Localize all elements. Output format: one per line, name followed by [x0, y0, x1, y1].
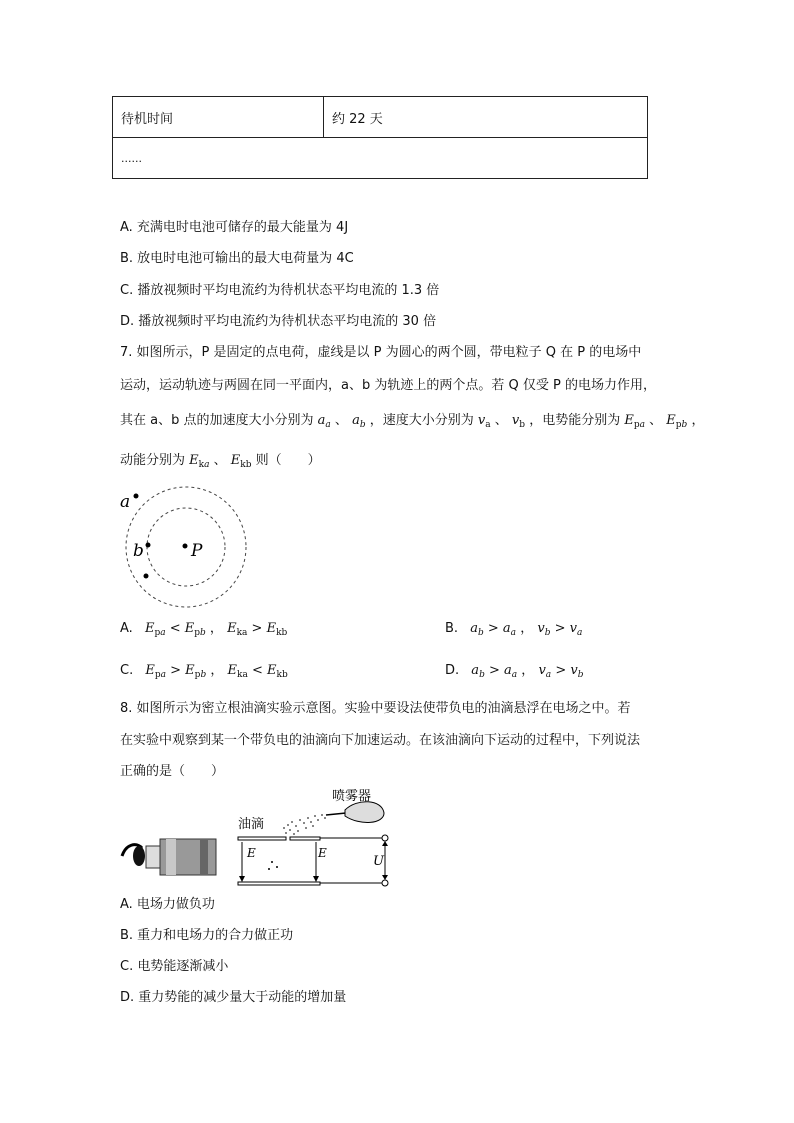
- q8-line-2: 在实验中观察到某一个带负电的油滴向下加速运动。在该油滴向下运动的过程中，下列说法: [120, 733, 641, 748]
- q7-option-d: D. $a_b > a_a$ ， $v_a > v_b$: [445, 663, 584, 680]
- q8-line-1: 8. 如图所示为密立根油滴实验示意图。实验中要设法使带负电的油滴悬浮在电场之中。若: [120, 701, 631, 716]
- label-p: P: [191, 541, 203, 561]
- q7-line-4-text-a: 动能分别为: [120, 453, 186, 468]
- table-cell: 待机时间: [113, 97, 324, 138]
- point-a-dot: [134, 494, 139, 499]
- terminal-top: [382, 835, 388, 841]
- q7-line-3-text-a: 其在 a、b 点的加速度大小分别为: [120, 413, 314, 428]
- microscope-eyepiece: [146, 846, 160, 868]
- option-letter: A.: [120, 621, 133, 636]
- q8-line-3: 正确的是（ ）: [120, 764, 225, 779]
- voltage-label: U: [373, 854, 384, 869]
- q7-circle-figure: [112, 484, 257, 609]
- q6-option-d: D. 播放视频时平均电流约为待机状态平均电流的 30 倍: [120, 314, 437, 329]
- top-plate-right: [290, 837, 320, 840]
- millikan-figure: [112, 786, 402, 890]
- sprayer-bulb: [345, 802, 384, 823]
- eye-pupil: [133, 846, 145, 866]
- q8-option-a: A. 电场力做负功: [120, 897, 215, 912]
- q8-option-c: C. 电势能逐渐减小: [120, 959, 229, 974]
- sprayer-label: 喷雾器: [332, 789, 372, 804]
- q7-line-4-text-b: 则（ ）: [255, 453, 321, 468]
- q8-option-d: D. 重力势能的减少量大于动能的增加量: [120, 990, 347, 1005]
- spray-particles: [283, 814, 326, 835]
- option-letter: C.: [120, 663, 134, 678]
- q7-line-3-text-b: ，速度大小分别为: [369, 413, 474, 428]
- math-expr: $v_a$: [477, 413, 491, 430]
- q7-line-4: 动能分别为 $E_{ka}$ 、 $E_{kb}$ 则（ ）: [120, 453, 321, 470]
- bottom-plate: [238, 882, 320, 885]
- math-expr: $E_{ka}$: [189, 453, 210, 470]
- table-row: [113, 138, 648, 179]
- table-cell: ......: [113, 138, 648, 179]
- label-a: a: [120, 492, 131, 512]
- math-expr: $a_a$: [317, 413, 331, 430]
- math-expr: $a_b$: [352, 413, 366, 430]
- q6-option-b: B. 放电时电池可输出的最大电荷量为 4C: [120, 251, 354, 266]
- q7-line-2: 运动，运动轨迹与两圆在同一平面内，a、b 为轨迹上的两个点。若 Q 仅受 P 的电场力作用，: [120, 378, 656, 393]
- option-letter: B.: [445, 621, 459, 636]
- q6-option-c: C. 播放视频时平均电流约为待机状态平均电流的 1.3 倍: [120, 283, 440, 298]
- q7-line-3: 其在 a、b 点的加速度大小分别为 $a_a$ 、 $a_b$ ，速度大小分别为 $v_a$ 、 $v_b$ ，电势能分别为 $E_{pa}$ 、 $E_{pb}$ ，: [120, 413, 705, 430]
- q7-option-a: A. $E_{pa} < E_{pb}$ ， $E_{ka} > E_{kb}$: [120, 621, 288, 638]
- sprayer-nozzle: [326, 813, 346, 815]
- q7-option-c: C. $E_{pa} > E_{pb}$ ， $E_{ka} < E_{kb}$: [120, 663, 288, 680]
- point-b-dot: [146, 543, 151, 548]
- math-expr: $E_{kb}$: [230, 453, 252, 470]
- oil-drop-label: 油滴: [238, 817, 265, 832]
- q7-option-b: B. $a_b > a_a$ ， $v_b > v_a$: [445, 621, 583, 638]
- table-row: [113, 97, 648, 138]
- q8-option-b: B. 重力和电场力的合力做正功: [120, 928, 294, 943]
- terminal-bottom: [382, 880, 388, 886]
- table-cell: 约 22 天: [324, 97, 648, 138]
- math-expr: $v_b$: [511, 413, 526, 430]
- spec-table: [112, 96, 648, 179]
- q7-line-1: 7. 如图所示，P 是固定的点电荷，虚线是以 P 为圆心的两个圆，带电粒子 Q 在 P 的电场中: [120, 345, 642, 360]
- point-p-dot: [183, 544, 188, 549]
- option-letter: D.: [445, 663, 460, 678]
- trajectory-dot: [144, 574, 149, 579]
- top-plate-left: [238, 837, 286, 840]
- q7-line-3-text-c: ，电势能分别为: [529, 413, 621, 428]
- field-label-left: E: [247, 846, 256, 860]
- field-label-right: E: [318, 846, 327, 860]
- q6-option-a: A. 充满电时电池可储存的最大能量为 4J: [120, 220, 349, 235]
- math-expr: $E_{pa}$: [624, 413, 645, 430]
- math-expr: $E_{pb}$: [666, 413, 688, 430]
- label-b: b: [133, 541, 144, 561]
